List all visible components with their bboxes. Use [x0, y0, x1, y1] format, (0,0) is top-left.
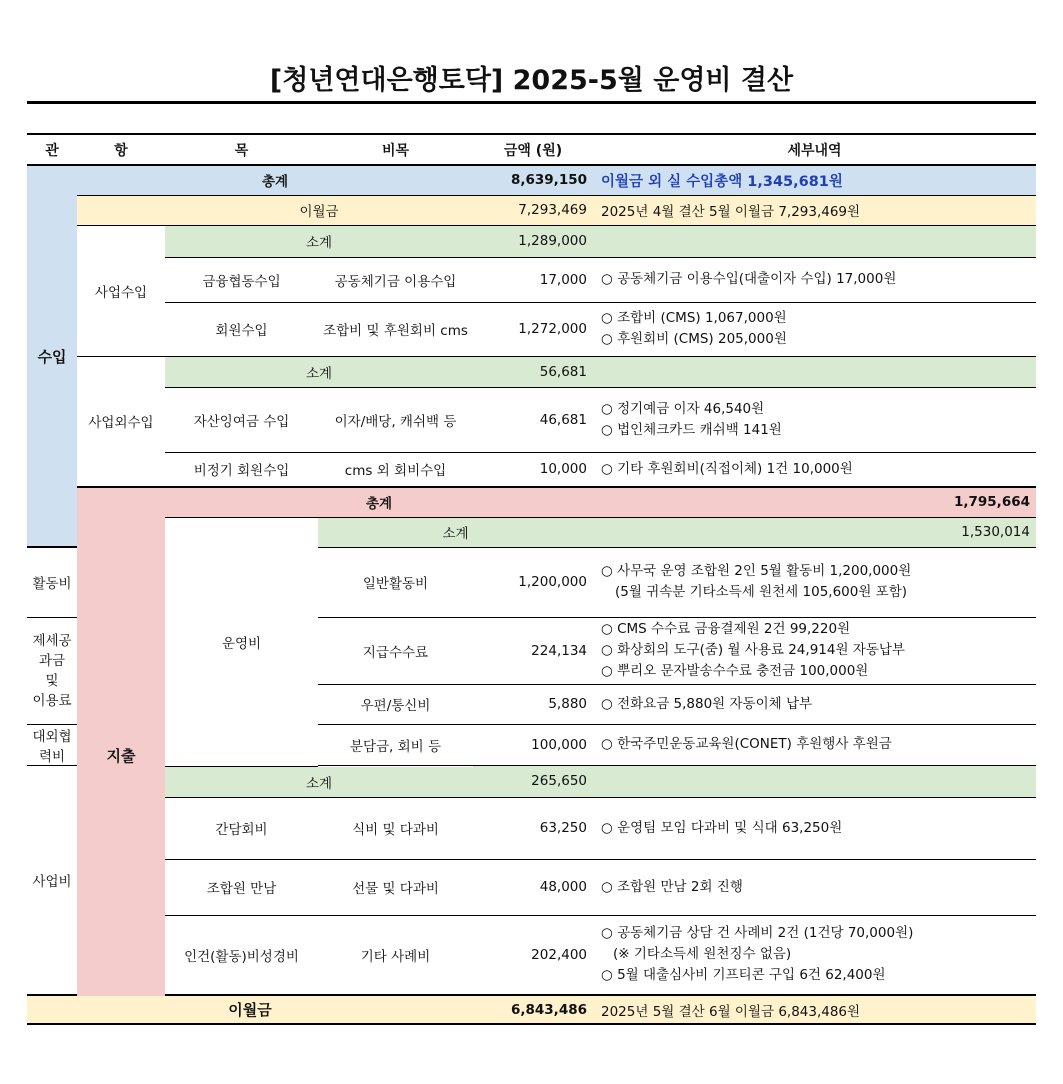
budget-table	[27, 133, 1036, 1025]
expense-biz-subtotal-label: 소계	[165, 766, 473, 797]
row-amount: 10,000	[473, 452, 593, 487]
income-carry-row	[27, 195, 1036, 225]
income-carry-note: 2025년 4월 결산 5월 이월금 7,293,469원	[593, 195, 1036, 225]
income-net-note: 이월금 외 실 수입총액 1,345,681원	[601, 173, 843, 190]
row-amount: 1,200,000	[473, 547, 593, 617]
income-nonbiz-subtotal-label: 소계	[165, 356, 473, 387]
expense-biz-subtotal-row	[27, 766, 1036, 797]
income-total-note	[593, 165, 1036, 195]
row-bimok: 이자/배당, 캐쉬백 등	[318, 387, 473, 452]
header-mok: 목	[165, 134, 318, 165]
row-bimok: 일반활동비	[318, 547, 473, 617]
row-bimok: 조합비 및 후원회비 cms	[318, 302, 473, 356]
row-mok: 회원수입	[165, 302, 318, 356]
row-amount: 17,000	[473, 257, 593, 302]
table-row	[27, 915, 1036, 995]
income-total-amount: 8,639,150	[473, 165, 593, 195]
row-bimok: 지급수수료	[318, 617, 473, 684]
row-bimok: 공동체기금 이용수입	[318, 257, 473, 302]
row-mok: 자산잉여금 수입	[165, 387, 318, 452]
expense-total-amount: 1,795,664	[593, 487, 1036, 517]
row-amount: 100,000	[473, 724, 593, 765]
income-carry-amount: 7,293,469	[473, 195, 593, 225]
row-detail: ○ 기타 후원회비(직접이체) 1건 10,000원	[593, 452, 1036, 487]
row-detail: ○ 전화요금 5,880원 자동이체 납부	[593, 684, 1036, 724]
row-amount: 1,272,000	[473, 302, 593, 356]
row-detail: ○ 공동체기금 이용수입(대출이자 수입) 17,000원	[593, 257, 1036, 302]
row-amount: 48,000	[473, 859, 593, 915]
row-detail: ○ CMS 수수료 금융결제원 2건 99,220원 ○ 화상회의 도구(줌) 월 사용료 24,914원 자동납부 ○ 뿌리오 문자발송수수료 충전금 100,000원	[593, 617, 1036, 684]
header-detail: 세부내역	[593, 134, 1036, 165]
row-bimok: 우편/통신비	[318, 684, 473, 724]
header-bimok: 비목	[318, 134, 473, 165]
row-detail: ○ 정기예금 이자 46,540원 ○ 법인체크카드 캐쉬백 141원	[593, 387, 1036, 452]
expense-total-label: 총계	[165, 487, 593, 517]
income-total-row	[27, 165, 1036, 195]
row-bimok: 선물 및 다과비	[318, 859, 473, 915]
table-row	[27, 859, 1036, 915]
header-row	[27, 134, 1036, 165]
carryover-label: 이월금	[27, 995, 473, 1024]
expense-ops-label: 운영비	[165, 517, 318, 766]
row-bimok: 식비 및 다과비	[318, 797, 473, 859]
row-bimok: 기타 사례비	[318, 915, 473, 995]
row-mok: 금융협동수입	[165, 257, 318, 302]
income-nonbiz-label: 사업외수입	[77, 356, 165, 487]
table-row	[27, 797, 1036, 859]
income-label: 수입	[27, 165, 77, 547]
page-title: [청년연대은행토닥] 2025-5월 운영비 결산	[269, 65, 794, 96]
header-hang: 항	[77, 134, 165, 165]
expense-total-row	[27, 487, 1036, 517]
row-detail: ○ 조합비 (CMS) 1,067,000원 ○ 후원회비 (CMS) 205,000원	[593, 302, 1036, 356]
title-underline	[27, 101, 1036, 104]
row-detail: ○ 공동체기금 상담 건 사례비 2건 (1건당 70,000원) (※ 기타소득세 원천징수 없음) ○ 5월 대출심사비 기프티콘 구입 6건 62,400원	[593, 915, 1036, 995]
expense-ops-subtotal-row	[27, 517, 1036, 547]
income-biz-label: 사업수입	[77, 225, 165, 356]
row-detail: ○ 조합원 만남 2회 진행	[593, 859, 1036, 915]
carryover-row	[27, 995, 1036, 1024]
row-mok: 간담회비	[165, 797, 318, 859]
expense-biz-label: 사업비	[27, 766, 77, 995]
row-amount: 224,134	[473, 617, 593, 684]
row-detail: ○ 운영팀 모임 다과비 및 식대 63,250원	[593, 797, 1036, 859]
expense-ops-subtotal-amount: 1,530,014	[593, 517, 1036, 547]
income-biz-subtotal-amount: 1,289,000	[473, 225, 593, 257]
row-mok: 대외협력비	[27, 724, 77, 765]
header-amount: 금액 (원)	[473, 134, 593, 165]
expense-biz-subtotal-amount: 265,650	[473, 766, 593, 797]
row-mok: 비정기 회원수입	[165, 452, 318, 487]
income-carry-label: 이월금	[165, 195, 473, 225]
table-row	[27, 257, 1036, 302]
table-row	[27, 452, 1036, 487]
row-detail: ○ 사무국 운영 조합원 2인 5월 활동비 1,200,000원 (5월 귀속분 기타소득세 원천세 105,600원 포함)	[593, 547, 1036, 617]
row-detail: ○ 한국주민운동교육원(CONET) 후원행사 후원금	[593, 724, 1036, 765]
row-amount: 46,681	[473, 387, 593, 452]
row-amount: 63,250	[473, 797, 593, 859]
income-biz-subtotal-row	[27, 225, 1036, 257]
income-nonbiz-subtotal-row	[27, 356, 1036, 387]
row-amount: 5,880	[473, 684, 593, 724]
table-row	[27, 387, 1036, 452]
row-mok: 인건(활동)비성경비	[165, 915, 318, 995]
header-gwan: 관	[27, 134, 77, 165]
expense-ops-subtotal-label: 소계	[318, 517, 593, 547]
expense-label: 지출	[77, 487, 165, 1024]
carryover-note: 2025년 5월 결산 6월 이월금 6,843,486원	[593, 995, 1036, 1024]
carryover-amount: 6,843,486	[473, 995, 593, 1024]
income-total-label: 총계	[77, 165, 473, 195]
income-biz-subtotal-label: 소계	[165, 225, 473, 257]
row-bimok: cms 외 회비수입	[318, 452, 473, 487]
row-mok: 활동비	[27, 547, 77, 617]
row-amount: 202,400	[473, 915, 593, 995]
income-nonbiz-subtotal-amount: 56,681	[473, 356, 593, 387]
row-mok: 제세공과금 및 이용료	[27, 617, 77, 724]
row-mok: 조합원 만남	[165, 859, 318, 915]
table-row	[27, 302, 1036, 356]
row-bimok: 분담금, 회비 등	[318, 724, 473, 765]
